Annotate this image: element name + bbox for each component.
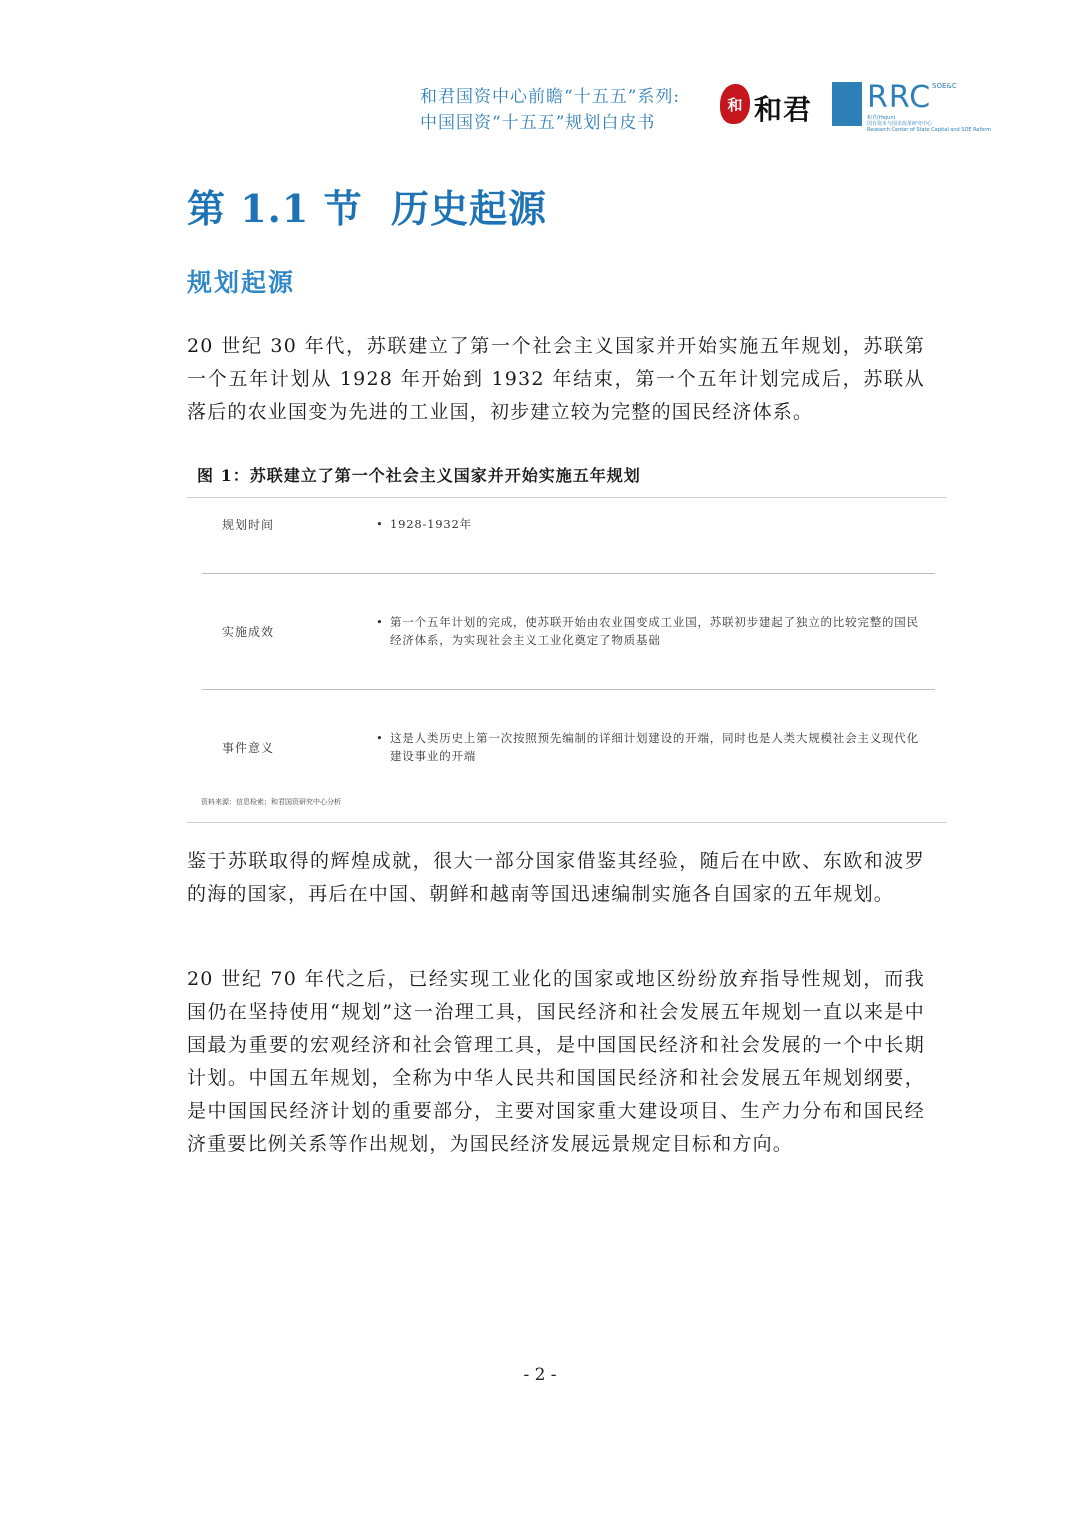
- figure-top-divider: [187, 497, 947, 498]
- figure-row-label: 实施成效: [222, 625, 275, 639]
- subsection-title: 规划起源: [187, 268, 296, 297]
- body-paragraph-2: 鉴于苏联取得的辉煌成就，很大一部分国家借鉴其经验，随后在中欧、东欧和波罗的海的国家，再后在中国、朝鲜和越南等国迅速编制实施各自国家的五年规划。: [187, 850, 925, 905]
- figure-row-content: [376, 613, 926, 649]
- figure-row-divider: [202, 573, 935, 574]
- figure-row-content: [376, 729, 926, 765]
- rrc-logo: [832, 80, 992, 133]
- bullet-icon: •: [376, 731, 384, 745]
- rrc-caption-line-3: Research Center of State Capital and SOE Reform: [867, 127, 992, 133]
- section-title: 第 1.1 节 历史起源: [187, 186, 548, 231]
- page-number: - 2 -: [523, 1365, 557, 1385]
- rrc-square-icon: [832, 82, 862, 126]
- rrc-logo-subscript: SOE&C: [932, 82, 957, 90]
- figure-row-text: 第一个五年计划的完成，使苏联开始由农业国变成工业国，苏联初步建起了独立的比较完整的国民经济体系，为实现社会主义工业化奠定了物质基础: [390, 615, 919, 647]
- rrc-caption-line-1: 和君(Hejun): [867, 115, 896, 121]
- body-paragraph-3: 20 世纪 70 年代之后，已经实现工业化的国家或地区纷纷放弃指导性规划，而我国仍在坚持使用“规划”这一治理工具，国民经济和社会发展五年规划一直以来是中国最为重要的宏观经济和社会管理工具，是中国国民经济和社会发展的一个中长期计划。中国五年规划，全称为中华人民共和国国民经济和社会发展五年规划纲要，是中国国民经济计划的重要部分，主要对国家重大建设项目、生产力分布和国民经济重要比例关系等作出规划，为国民经济发展远景规定目标和方向。: [187, 968, 925, 1155]
- hejun-logo: [720, 82, 825, 130]
- rrc-logo-text: RRC: [867, 80, 932, 115]
- figure-source-note: 资料来源：信息检索；和君国资研究中心分析: [201, 798, 341, 806]
- hejun-seal-icon: 和: [720, 84, 750, 124]
- rrc-caption-line-2: 国有资本与国企改革研究中心: [867, 121, 933, 127]
- body-paragraph-1: 20 世纪 30 年代，苏联建立了第一个社会主义国家并开始实施五年规划，苏联第一个五年计划从 1928 年开始到 1932 年结束，第一个五年计划完成后，苏联从落后的农业国变为先进的工业国，初步建立较为完整的国民经济体系。: [187, 335, 925, 423]
- rrc-logo-caption: [867, 115, 991, 133]
- figure-row-divider: [202, 689, 935, 690]
- figure-row-content: [376, 515, 926, 533]
- hejun-logo-text: 和君: [754, 93, 813, 126]
- report-series-header: [420, 84, 720, 136]
- figure-row-label: 规划时间: [222, 518, 275, 532]
- figure-title: 图 1：苏联建立了第一个社会主义国家并开始实施五年规划: [197, 466, 641, 485]
- header-line-1: 和君国资中心前瞻“十五五”系列:: [420, 87, 681, 107]
- figure-row-label: 事件意义: [222, 741, 275, 755]
- bullet-icon: •: [376, 517, 384, 531]
- bullet-icon: •: [376, 615, 384, 629]
- figure-bottom-divider: [187, 822, 947, 823]
- header-line-2: 中国国资“十五五”规划白皮书: [420, 113, 656, 133]
- figure-row-text: 这是人类历史上第一次按照预先编制的详细计划建设的开端，同时也是人类大规模社会主义现代化建设事业的开端: [390, 731, 919, 763]
- figure-row-text: 1928-1932年: [390, 517, 472, 531]
